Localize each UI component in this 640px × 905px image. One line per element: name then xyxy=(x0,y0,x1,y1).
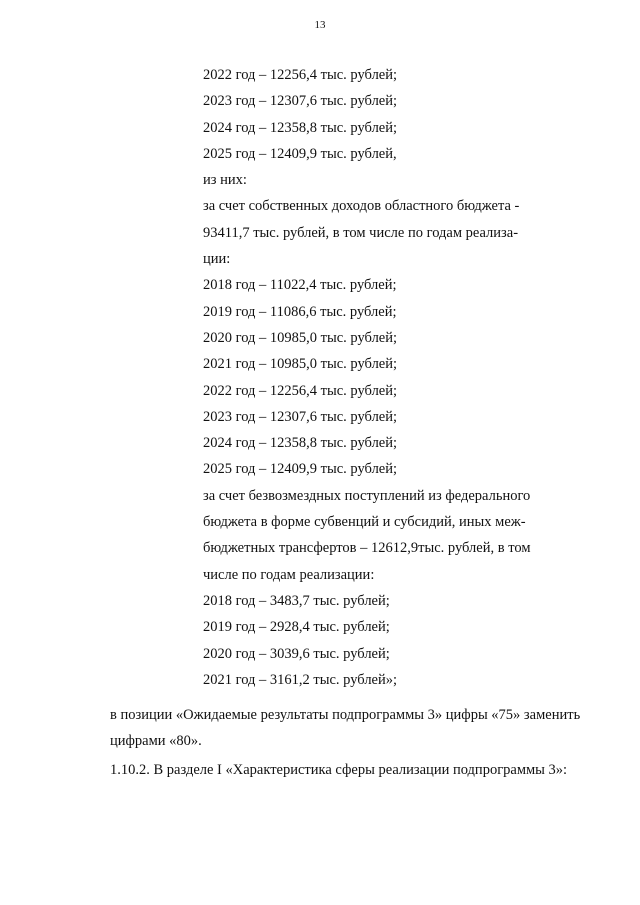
funding-line: бюджета в форме субвенций и субсидий, иных меж- xyxy=(203,514,526,531)
section-paragraph: 1.10.2. В разделе I «Характеристика сферы реализации подпрограммы 3»: xyxy=(110,762,568,778)
page-number: 13 xyxy=(314,19,326,31)
funding-line: 2018 год – 11022,4 тыс. рублей; xyxy=(203,277,397,294)
funding-line: 2020 год – 10985,0 тыс. рублей; xyxy=(203,329,398,346)
results-paragraph-line: в позиции «Ожидаемые результаты подпрограммы 3» цифры «75» заменить xyxy=(110,707,581,723)
funding-line: 2025 год – 12409,9 тыс. рублей; xyxy=(203,461,398,478)
funding-line: 2018 год – 3483,7 тыс. рублей; xyxy=(203,592,390,609)
funding-line: 2024 год – 12358,8 тыс. рублей; xyxy=(203,119,398,136)
funding-line: 2022 год – 12256,4 тыс. рублей; xyxy=(203,67,398,83)
funding-line: ции: xyxy=(203,251,231,268)
funding-line: 2023 год – 12307,6 тыс. рублей; xyxy=(203,408,398,425)
funding-block xyxy=(203,62,563,693)
funding-line: 2022 год – 12256,4 тыс. рублей; xyxy=(203,382,398,399)
funding-line: 2025 год – 12409,9 тыс. рублей, xyxy=(203,145,397,162)
results-paragraph-line: цифрами «80». xyxy=(110,733,202,749)
funding-line: 93411,7 тыс. рублей, в том числе по годам реализа- xyxy=(203,224,519,241)
funding-line: бюджетных трансфертов – 12612,9тыс. рублей, в том xyxy=(203,540,531,557)
funding-line: 2023 год – 12307,6 тыс. рублей; xyxy=(203,93,398,110)
funding-line: 2019 год – 11086,6 тыс. рублей; xyxy=(203,303,397,320)
funding-line: за счет собственных доходов областного бюджета - xyxy=(203,198,520,215)
funding-line: 2020 год – 3039,6 тыс. рублей; xyxy=(203,645,390,662)
funding-line: 2024 год – 12358,8 тыс. рублей; xyxy=(203,435,398,452)
funding-line: числе по годам реализации: xyxy=(203,566,375,583)
funding-line: 2021 год – 3161,2 тыс. рублей»; xyxy=(203,671,398,688)
funding-line: 2021 год – 10985,0 тыс. рублей; xyxy=(203,356,398,373)
funding-line: за счет безвозмездных поступлений из федерального xyxy=(203,487,531,504)
funding-line: 2019 год – 2928,4 тыс. рублей; xyxy=(203,619,390,636)
funding-line: из них: xyxy=(203,172,247,189)
